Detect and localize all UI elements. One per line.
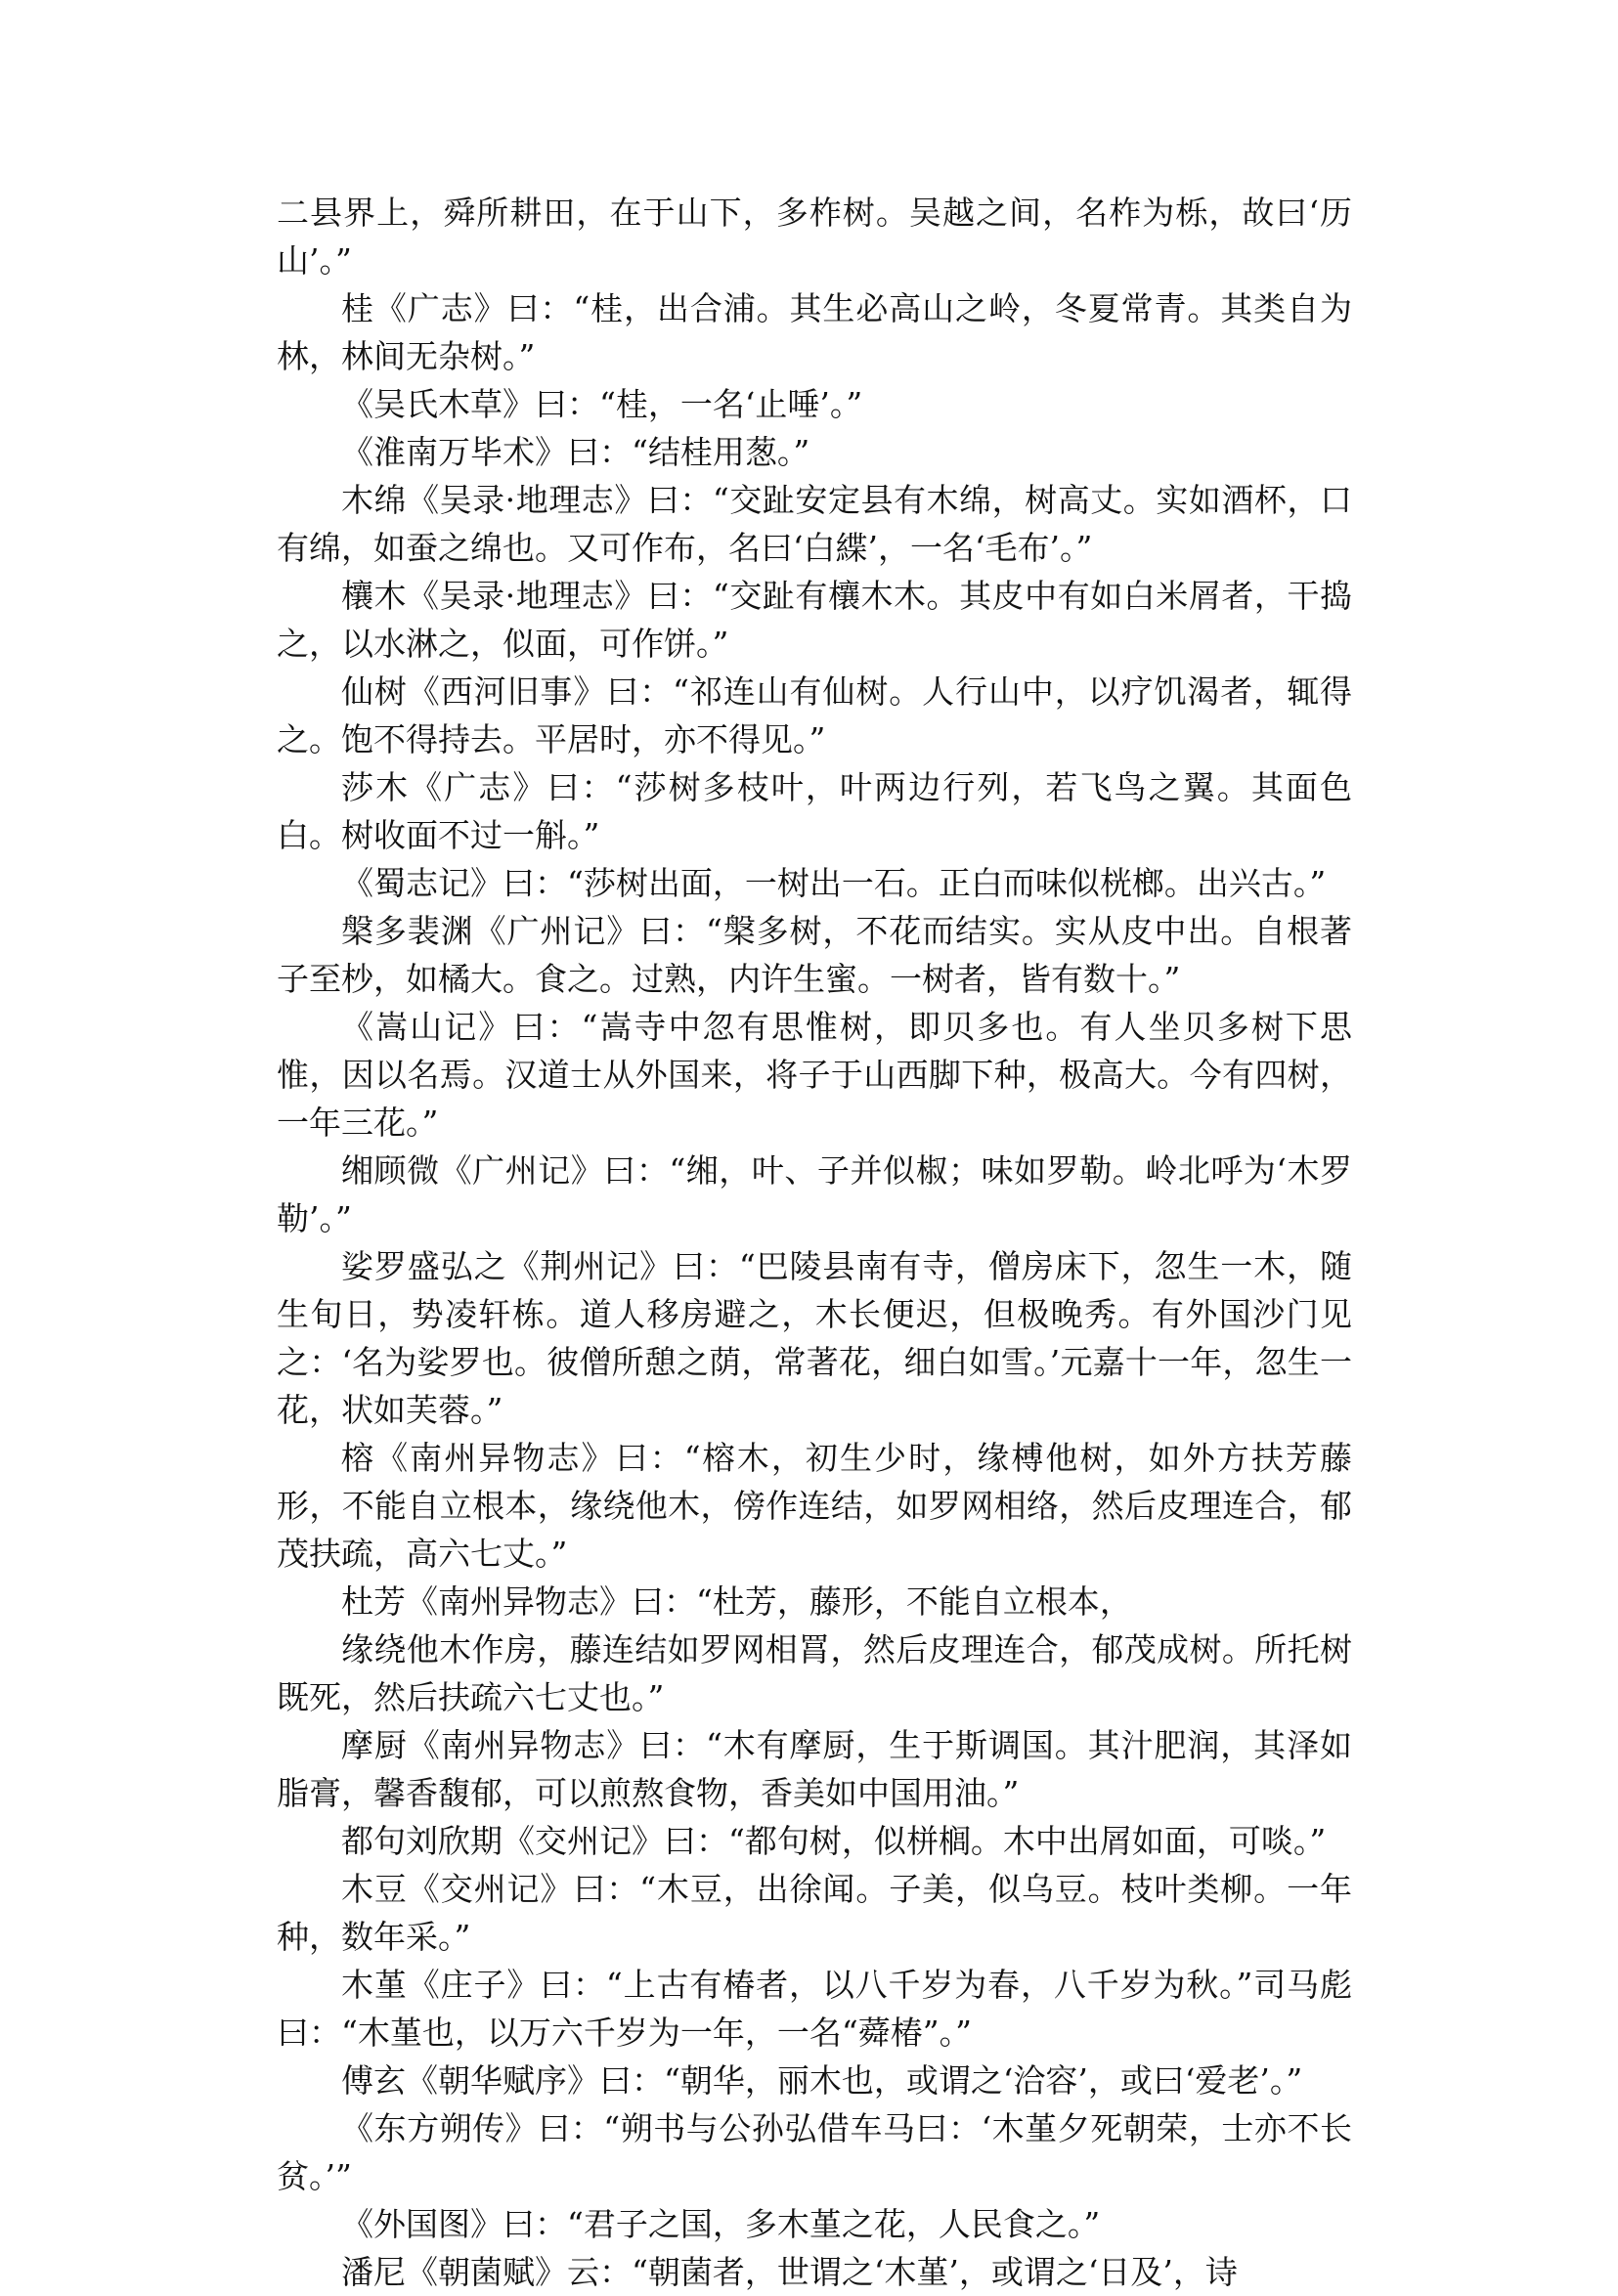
paragraph: 《吴氏木草》曰：“桂，一名‘止唾’。” — [341, 385, 863, 423]
paragraph: 杜芳《南州异物志》曰：“杜芳，藤形，不能自立根本， — [341, 1582, 1132, 1621]
paragraph: 二县界上，舜所耕田，在于山下，多柞树。吴越之间，名柞为栎，故曰‘历山’。” — [277, 194, 1352, 280]
paragraph: 缃顾微《广州记》曰：“缃，叶、子并似椒；味如罗勒。岭北呼为‘木罗勒’。” — [277, 1151, 1352, 1237]
paragraph: 木堇《庄子》曰：“上古有椿者，以八千岁为春，八千岁为秋。”司马彪曰：“木堇也，以万六千岁为一年，一名“蕣椿”。” — [277, 1966, 1352, 2052]
paragraph: 桂《广志》曰：“桂，出合浦。其生必高山之岭，冬夏常青。其类自为林，林间无杂树。” — [277, 289, 1352, 375]
paragraph: 娑罗盛弘之《荆州记》曰：“巴陵县南有寺，僧房床下，忽生一木，随生旬日，势凌轩栋。道人移房避之，木长便迟，但极晚秀。有外国沙门见之：‘名为娑罗也。彼僧所憩之荫，常著花，细白如雪。’元嘉十一年，忽生一花，状如芙蓉。” — [277, 1247, 1352, 1429]
paragraph: 仙树《西河旧事》曰：“祁连山有仙树。人行山中，以疗饥渴者，辄得之。饱不得持去。平居时，亦不得见。” — [277, 672, 1352, 758]
paragraph: 《淮南万毕术》曰：“结桂用葱。” — [341, 433, 810, 471]
paragraph: 木绵《吴录·地理志》曰：“交趾安定县有木绵，树高丈。实如酒杯，口有绵，如蚕之绵也。又可作布，名曰‘白緤’，一名‘毛布’。” — [277, 481, 1352, 567]
paragraph: 缘绕他木作房，藤连结如罗网相罥，然后皮理连合，郁茂成树。所托树既死，然后扶疏六七丈也。” — [277, 1630, 1352, 1716]
paragraph: 木豆《交州记》曰：“木豆，出徐闻。子美，似乌豆。枝叶类柳。一年种，数年采。” — [277, 1870, 1352, 1956]
paragraph: 傅玄《朝华赋序》曰：“朝华，丽木也，或谓之‘洽容’，或曰‘爱老’。” — [341, 2061, 1303, 2100]
document-page — [277, 189, 1352, 2296]
paragraph: 《嵩山记》曰：“嵩寺中忽有思惟树，即贝多也。有人坐贝多树下思惟，因以名焉。汉道士从外国来，将子于山西脚下种，极高大。今有四树，一年三花。” — [277, 1008, 1352, 1142]
paragraph: 莎木《广志》曰：“莎树多枝叶，叶两边行列，若飞鸟之翼。其面色白。树收面不过一斛。” — [277, 768, 1352, 854]
paragraph: 《外国图》曰：“君子之国，多木堇之花，人民食之。” — [341, 2205, 1101, 2243]
paragraph: 榕《南州异物志》曰：“榕木，初生少时，缘榑他树，如外方扶芳藤形，不能自立根本，缘绕他木，傍作连结，如罗网相络，然后皮理连合，郁茂扶疏，高六七丈。” — [277, 1439, 1352, 1573]
paragraph: 欀木《吴录·地理志》曰：“交趾有欀木木。其皮中有如白米屑者，干捣之，以水淋之，似面，可作饼。” — [277, 577, 1352, 663]
paragraph: 摩厨《南州异物志》曰：“木有摩厨，生于斯调国。其汁肥润，其泽如脂膏，馨香馥郁，可以煎熬食物，香美如中国用油。” — [277, 1726, 1352, 1812]
paragraph: 都句刘欣期《交州记》曰：“都句树，似栟榈。木中出屑如面，可啖。” — [341, 1822, 1327, 1860]
paragraph: 槃多裴渊《广州记》曰：“槃多树，不花而结实。实从皮中出。自根著子至杪，如橘大。食之。过熟，内许生蜜。一树者，皆有数十。” — [277, 912, 1352, 998]
paragraph: 潘尼《朝菌赋》云：“朝菌者，世谓之‘木堇’，或谓之‘日及’，诗 — [341, 2253, 1238, 2291]
paragraph: 《东方朔传》曰：“朔书与公孙弘借车马曰：‘木堇夕死朝荣，士亦不长贫。’” — [277, 2109, 1352, 2195]
paragraph: 《蜀志记》曰：“莎树出面，一树出一石。正白而味似桄榔。出兴古。” — [341, 864, 1327, 902]
